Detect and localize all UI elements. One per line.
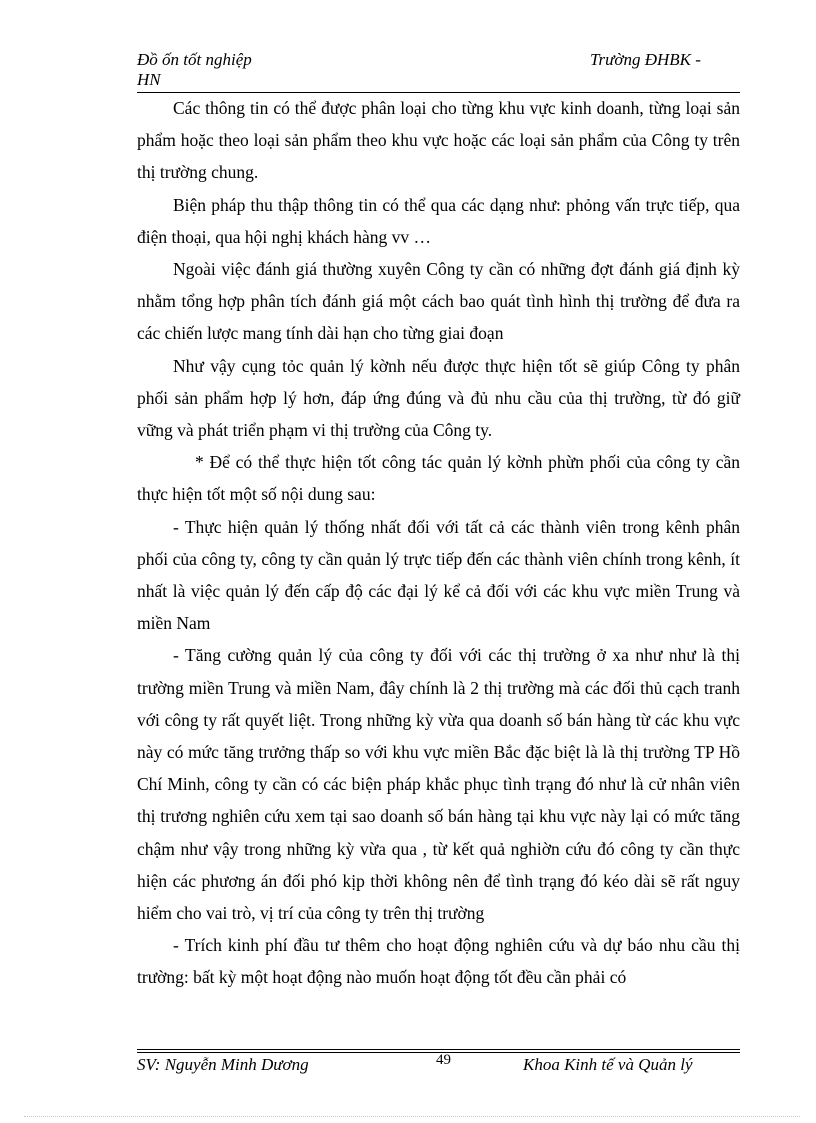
page-number: 49 [436,1052,451,1068]
document-body [137,92,740,994]
page-edge [24,1116,800,1117]
header-left: Đồ ốn tốt nghiệp HN [137,50,252,89]
footer-right: Khoa Kinh tế và Quản lý [523,1055,693,1074]
paragraph: * Để có thể thực hiện tốt công tác quản lý kờnh phừn phối của công ty cần thực hiện tốt một số nội dung sau: [137,452,740,505]
footer-divider [137,1049,740,1050]
footer-left: SV: Nguyễn Minh Dương [137,1055,309,1074]
paragraph: Các thông tin có thể được phân loại cho từng khu vực kinh doanh, từng loại sản phẩm hoặc theo loại sản phẩm theo khu vực hoặc các loại sản phẩm của Công ty trên thị trường chung. [137,98,740,183]
paragraph: - Thực hiện quản lý thống nhất đối với tất cả các thành viên trong kênh phân phối của công ty, công ty cần quản lý trực tiếp đến các thành viên chính trong kênh, ít nhất là việc quản lý đến cấp độ các đại lý kể cả đối với các khu vực miền Trung và miền Nam [137,516,740,634]
paragraph: - Tăng cường quản lý của công ty đối với các thị trường ở xa như như là thị trường miền Trung và miền Nam, đây chính là 2 thị trường mà các đối thủ cạch tranh với công ty rất quyết liệt. Trong những kỳ vừa qua doanh số bán hàng từ các khu vực này có mức tăng trưởng thấp so với khu vực miền Bắc đặc biệt là là thị trường TP Hồ Chí Minh, công ty cần có các biện pháp khắc phục tình trạng đó như là cử nhân viên thị trương nghiên cứu xem tại sao doanh số bán hàng tại khu vực này lại có mức tăng chậm như vậy trong những kỳ vừa qua , từ kết quả nghiờn cứu đó công ty cần thực hiện các phương án đối phó kịp thời không nên để tình trạng đó kéo dài sẽ rất nguy hiểm cho vai trò, vị trí của công ty trên thị trường [137,645,740,924]
paragraph: Biện pháp thu thập thông tin có thể qua các dạng như: phỏng vấn trực tiếp, qua điện thoại, qua hội nghị khách hàng vv … [137,194,740,247]
paragraph: Như vậy cụng tỏc quản lý kờnh nếu được thực hiện tốt sẽ giúp Công ty phân phối sản phẩm hợp lý hơn, đáp ứng đúng và đủ nhu cầu của thị trường, từ đó giữ vững và phát triển phạm vi thị trường của Công ty. [137,355,740,441]
paragraph: - Trích kinh phí đầu tư thêm cho hoạt động nghiên cứu và dự báo nhu cầu thị trường: bất kỳ một hoạt động nào muốn hoạt động tốt đều cần phải có [137,935,740,988]
paragraph: Ngoài việc đánh giá thường xuyên Công ty cần có những đợt đánh giá định kỳ nhằm tổng hợp phân tích đánh giá một cách bao quát tình hình thị trường để đưa ra các chiến lược mang tính dài hạn cho từng giai đoạn [137,259,740,344]
header-right: Trường ĐHBK - [590,50,701,69]
